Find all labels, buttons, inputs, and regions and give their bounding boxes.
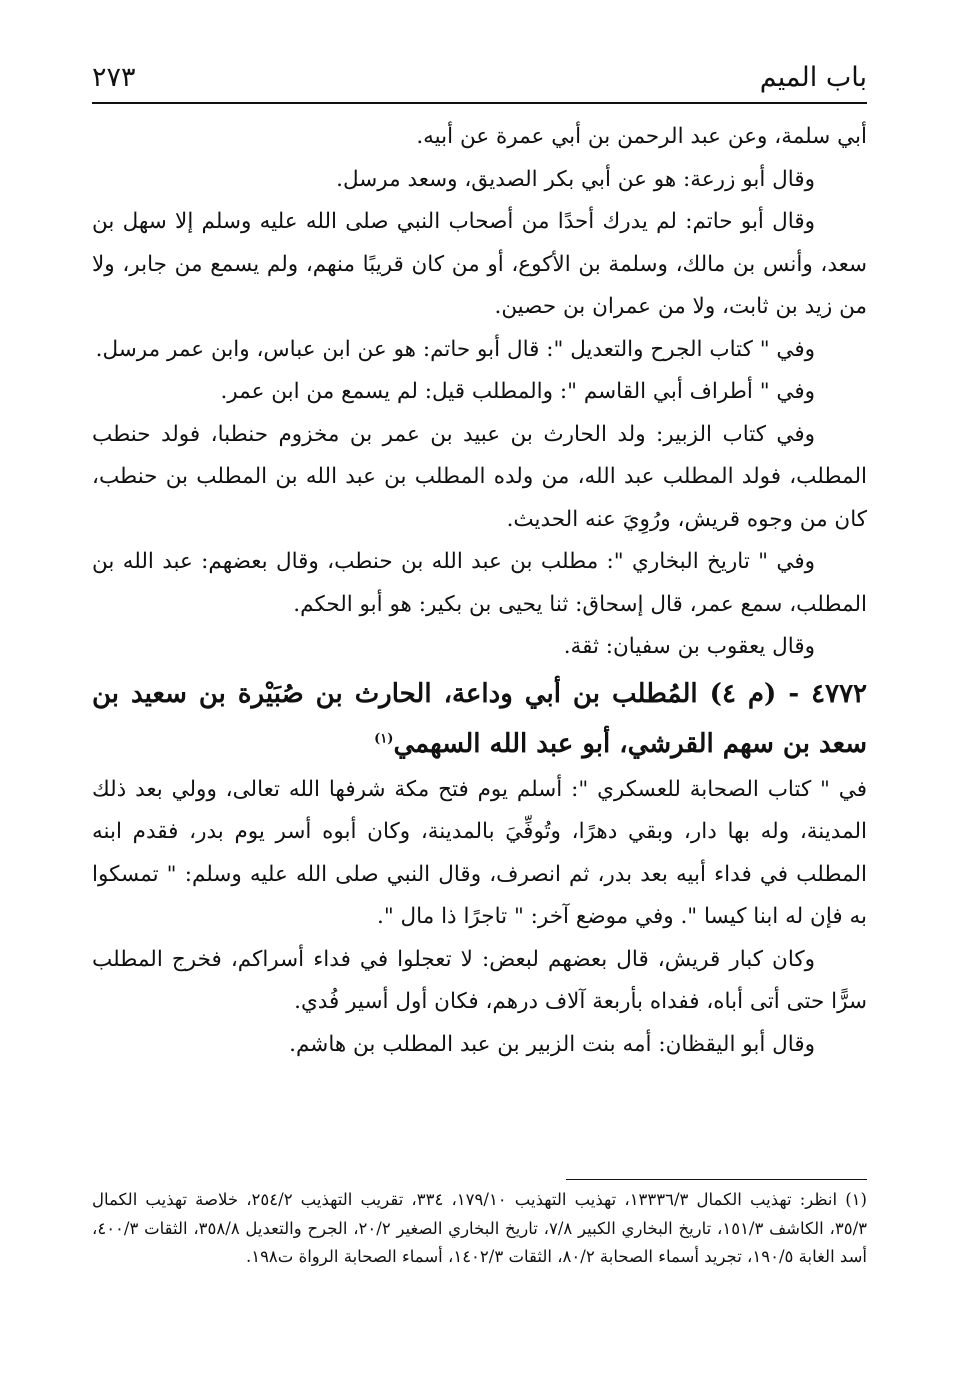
paragraph-kibar-quraysh: وكان كبار قريش، قال بعضهم لبعض: لا تعجلوا في فداء أسراكم، فخرج المطلب سرًّا حتى أتى أباه، ففداه بأربعة آلاف درهم، فكان أول أسير فُدي.	[92, 946, 867, 1014]
chapter-title: باب الميم	[759, 62, 867, 93]
paragraph-atraf: وفي " أطراف أبي القاسم ": والمطلب قيل: لم يسمع من ابن عمر.	[220, 379, 815, 404]
paragraph-abu-hatim: وقال أبو حاتم: لم يدرك أحدًا من أصحاب النبي صلى الله عليه وسلم إلا سهل بن سعد، وأنس بن مالك، وسلمة بن الأكوع، أو من كان قريبًا منهم، ولم يسمع من جابر، ولا من زيد بن ثابت، ولا من عمران بن حصين.	[92, 209, 867, 319]
running-header	[92, 56, 867, 100]
paragraph-abu-zura: وقال أبو زرعة: هو عن أبي بكر الصديق، وسعد مرسل.	[336, 166, 815, 192]
paragraph-abu-yaqzan: وقال أبو اليقظان: أمه بنت الزبير بن عبد المطلب بن هاشم.	[289, 1031, 815, 1057]
footnote-text: (١) انظر: تهذيب الكمال ١٣٣٣٦/٣، تهذيب التهذيب ١٧٩/١٠، ٣٣٤، تقريب التهذيب ٢٥٤/٢، خلاصة تهذيب الكمال ٣٥/٣، الكاشف ١٥١/٣، تاريخ البخاري الكبير ٧/٨، تاريخ البخاري الصغير ٢٠/٢، الجرح والتعديل ٣٥٨/٨، الثقات ٤٠٠/٣، أسد الغابة ١٩٠/٥، تجريد أسماء الصحابة ٨٠/٢، الثقات ١٤٠٢/٣، أسماء الصحابة الرواة ت١٩٨.	[92, 1190, 867, 1266]
paragraph-askari: في " كتاب الصحابة للعسكري ": أسلم يوم فتح مكة شرفها الله تعالى، وولي بعد ذلك المدينة، وله بها دار، وبقي دهرًا، وتُوفِّيَ بالمدينة، وكان أبوه أسر يوم بدر، فقدم ابنه المطلب في فداء أبيه بعد بدر، ثم انصرف، وقال النبي صلى الله عليه وسلم: " تمسكوا به فإن له ابنا كيسا ". وفي موضع آخر: " تاجرًا ذا مال ".	[92, 776, 867, 929]
footnote-reference: (١)	[374, 730, 394, 746]
entry-heading-text: ٤٧٧٢ - (م ٤) المُطلب بن أبي وداعة، الحارث بن صُبَيْرة بن سعيد بن سعد بن سهم القرشي، أبو عبد الله السهمي	[92, 678, 867, 759]
entry-heading	[92, 669, 867, 769]
footnote	[92, 1186, 867, 1272]
paragraph-zubayr: وفي كتاب الزبير: ولد الحارث بن عبيد بن عمر بن مخزوم حنطبا، فولد حنطب المطلب، فولد المطلب عبد الله، من ولده المطلب بن عبد الله بن المطلب بن حنطب، كان من وجوه قريش، ورُوِيَ عنه الحديث.	[92, 421, 867, 532]
page-number: ٢٧٣	[92, 62, 136, 93]
paragraph-jarh-tadil: وفي " كتاب الجرح والتعديل ": قال أبو حاتم: هو عن ابن عباس، وابن عمر مرسل.	[95, 336, 815, 362]
paragraph-continuation: أبي سلمة، وعن عبد الرحمن بن أبي عمرة عن أبيه.	[416, 124, 867, 149]
header-rule	[92, 102, 867, 104]
main-text	[92, 116, 867, 1066]
paragraph-tarikh-bukhari: وفي " تاريخ البخاري ": مطلب بن عبد الله بن حنطب، وقال بعضهم: عبد الله بن المطلب، سمع عمر، قال إسحاق: ثنا يحيى بن بكير: هو أبو الحكم.	[92, 549, 867, 617]
paragraph-yaqub: وقال يعقوب بن سفيان: ثقة.	[563, 634, 815, 659]
footnote-rule	[566, 1179, 867, 1180]
